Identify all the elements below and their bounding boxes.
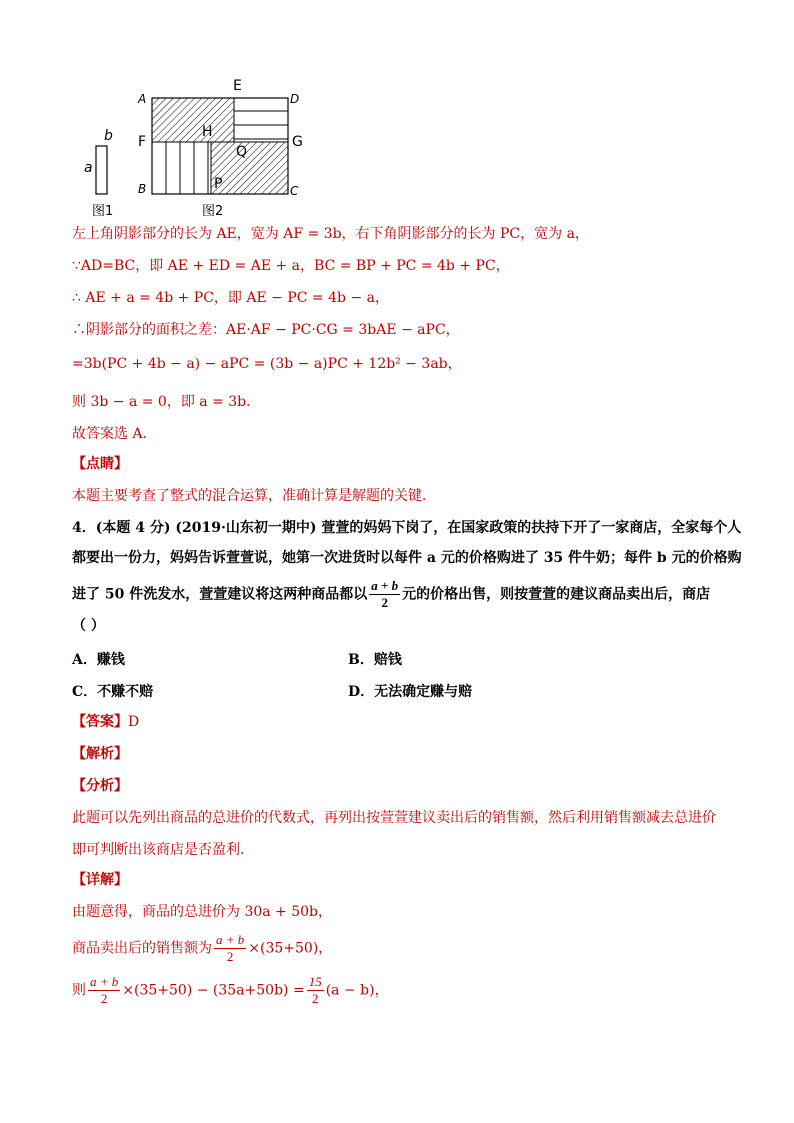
answer-value: D [128,714,140,730]
question-4-paren: （ ） [72,618,105,634]
answer-heading: 【答案】 [72,714,128,730]
label-b: b [104,128,113,144]
fraction-detail-3a: $\frac{a + b}{2}$ [90,974,119,1006]
option-c: C．不赚不赔 [72,684,154,700]
top-left-shaded [152,98,234,142]
figure-svg [80,78,320,218]
fraction-detail-2: $\frac{a + b}{2}$ [216,932,245,964]
solution-line-4: ∴阴影部分的面积之差：AE·AF − PC·CG = 3bAE − aPC， [72,322,460,338]
label-G: G [292,134,303,150]
label-a: a [84,160,93,176]
option-b: B．赔钱 [348,652,402,668]
label-P: P [214,176,223,192]
geometry-figure [80,78,320,222]
option-a: A．赚钱 [72,652,125,668]
xiangjie-heading: 【详解】 [72,872,128,888]
question-4-line-1: 4．(本题 4 分) (2019·山东初一期中) 萱萱的妈妈下岗了，在国家政策的扶持下开了一家商店，全家每个人 [72,520,742,536]
caption-figure-1: 图1 [92,204,114,219]
caption-figure-2: 图2 [202,204,224,219]
solution-line-5: =3b(PC + 4b − a) − aPC = (3b − a)PC + 12b² − 3ab， [72,356,462,372]
answer-line [72,712,139,732]
question-4-line-3-pre: 进了 50 件洗发水，萱萱建议将这两种商品都以 [72,586,368,603]
fenxi-heading: 【分析】 [72,778,128,794]
dianjing-heading: 【点睛】 [72,456,128,472]
question-4-line-3-post: 元的价格出售，则按萱萱的建议商品卖出后，商店 [402,586,711,603]
label-E: E [233,78,242,94]
fig1-rect [96,146,107,194]
detail-line-3: 则 $\frac{a + b}{2}$ ×(35+50) − (35a+50b) = $\frac{15}{2}$ (a − b)， [72,974,389,1006]
label-B: B [138,182,147,196]
solution-line-6: 则 3b − a = 0，即 a = 3b． [72,394,261,410]
option-d: D．无法确定赚与赔 [348,684,473,700]
label-D: D [290,92,300,106]
analysis-line-1: 此题可以先列出商品的总进价的代数式，再列出按萱萱建议卖出后的销售额，然后利用销售额减去总进价 [72,810,716,826]
label-H: H [202,124,213,140]
solution-line-7: 故答案选 A． [72,426,157,442]
label-A: A [138,92,147,106]
analysis-line-2: 即可判断出该商店是否盈利. [72,842,245,858]
jiexi-heading: 【解析】 [72,746,128,762]
fraction-a-plus-b-over-2: $\frac{a + b}{2}$ [371,578,399,610]
detail-line-1: 由题意得，商品的总进价为 30a + 50b， [72,904,333,920]
bottom-right-shaded [211,142,288,194]
question-4-line-2: 都要出一份力，妈妈告诉萱萱说，她第一次进货时以每件 a 元的价格购进了 35 件牛奶；每件 b 元的价格购 [72,550,742,566]
solution-line-3: ∴ AE + a = 4b + PC，即 AE − PC = 4b − a， [72,290,389,306]
question-4-line-3 [72,578,710,611]
fraction-detail-3b: $\frac{15}{2}$ [308,974,322,1006]
label-Q: Q [236,144,248,160]
solution-line-1: 左上角阴影部分的长为 AE，宽为 AF = 3b，右下角阴影部分的长为 PC，宽为 a， [72,226,589,242]
label-C: C [290,184,299,198]
detail-line-2: 商品卖出后的销售额为 $\frac{a + b}{2}$ ×(35+50)， [72,932,333,964]
label-F: F [138,134,147,150]
solution-line-2: ∵AD=BC，即 AE + ED = AE + a，BC = BP + PC = 4b + PC， [72,258,510,274]
dianjing-text: 本题主要考查了整式的混合运算，准确计算是解题的关键． [72,488,436,504]
